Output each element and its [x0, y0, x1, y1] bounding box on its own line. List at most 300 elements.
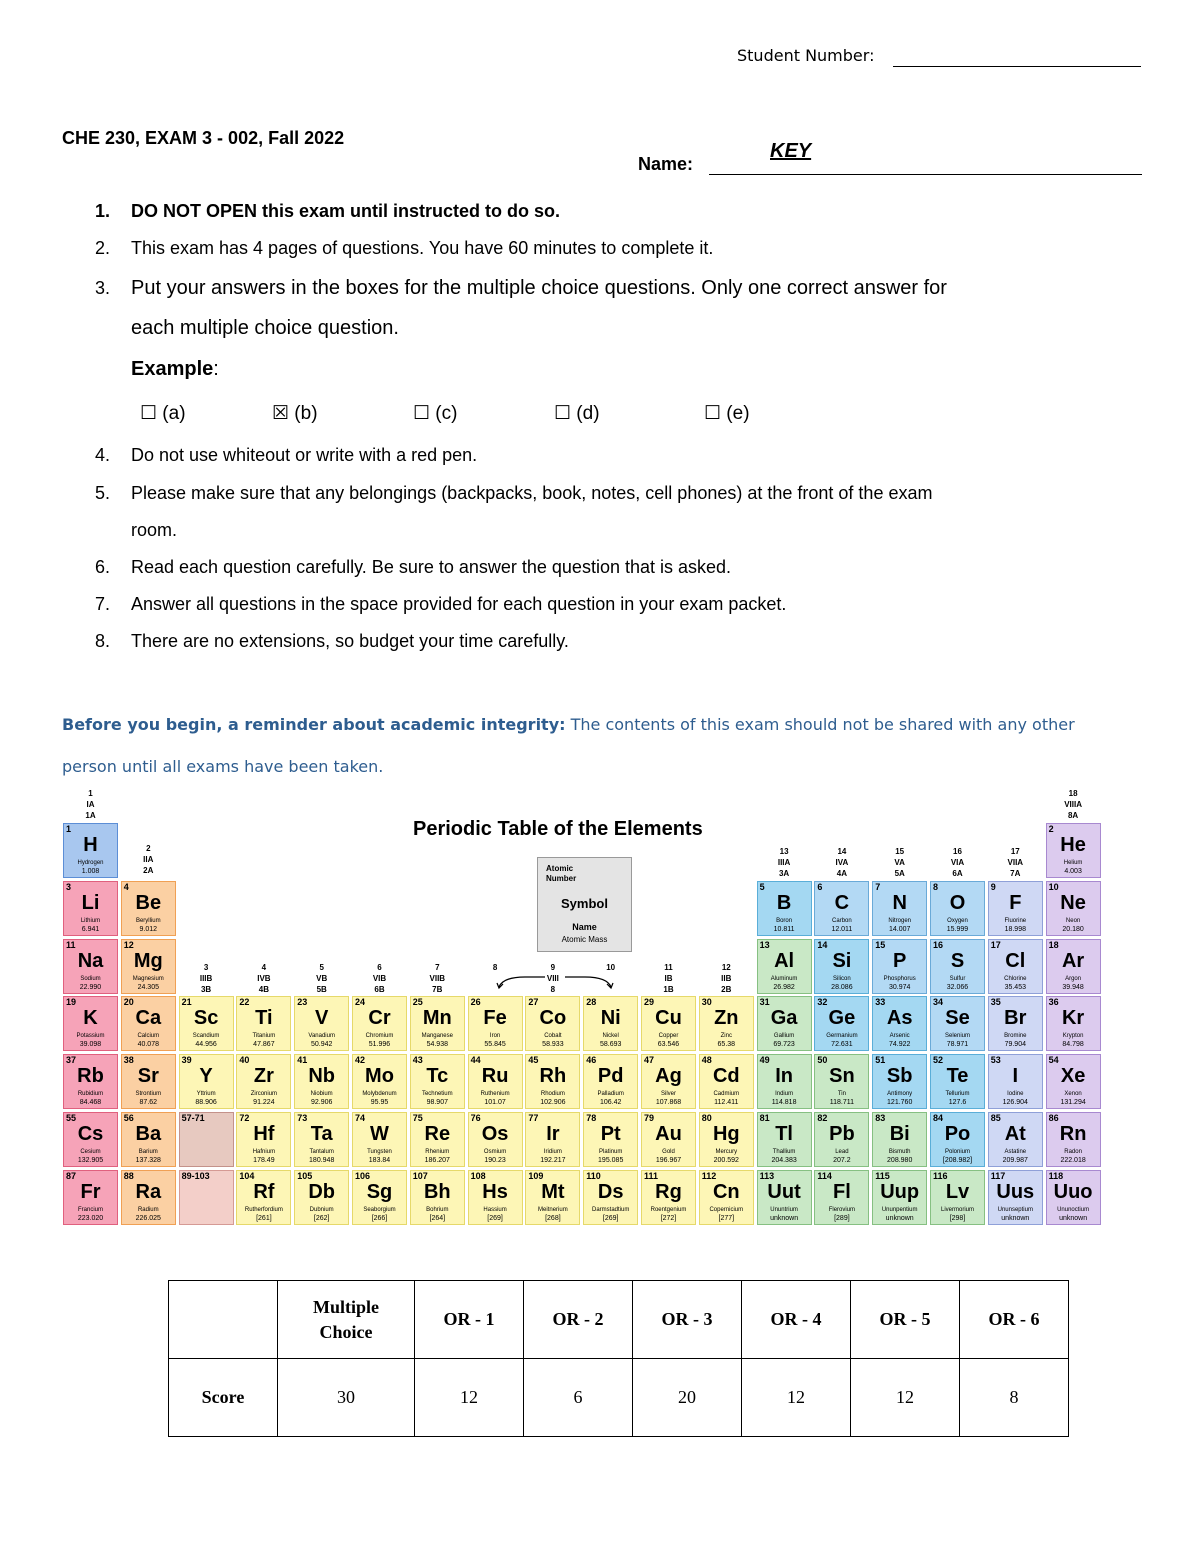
element-name: Hassium [483, 1206, 507, 1213]
element-symbol: Cd [712, 1065, 740, 1088]
element-symbol: Hg [712, 1123, 740, 1145]
group-label-line: 6B [374, 985, 385, 994]
element-mass: 92.906 [310, 1099, 333, 1107]
element-number: 48 [701, 1055, 712, 1066]
element-symbol: H [83, 834, 98, 856]
element-k [63, 996, 118, 1051]
element-number: 32 [817, 997, 828, 1008]
element-name: Yttrium [196, 1091, 216, 1098]
element-mass: 74.922 [888, 1041, 911, 1049]
element-zr [236, 1054, 291, 1109]
element-number: 1 [66, 824, 72, 834]
group-label-line: 12 [721, 963, 731, 972]
score-header-cell: OR - 2 [524, 1281, 633, 1359]
element-mass: 84.798 [1062, 1041, 1084, 1049]
element-name: Hydrogen [77, 860, 104, 866]
element-number: 51 [875, 1055, 886, 1066]
element-mass: 131.294 [1060, 1099, 1086, 1107]
element-symbol: Sn [829, 1065, 855, 1088]
element-mass: [298] [949, 1214, 966, 1222]
element-number: 37 [66, 1055, 77, 1066]
element-symbol: P [893, 949, 907, 972]
element-mass: 44.956 [195, 1041, 217, 1049]
element-symbol: Uus [996, 1180, 1035, 1203]
legend-mass: Atomic Mass [561, 935, 608, 944]
element-number: 25 [412, 997, 423, 1008]
element-number: 75 [412, 1113, 423, 1123]
element-ds [583, 1170, 638, 1225]
element-name: Flerovium [828, 1206, 856, 1213]
element-symbol: Be [135, 891, 162, 914]
element-number: 73 [297, 1113, 308, 1123]
instruction-text-continued: room. [131, 520, 178, 540]
score-header-cell: OR - 5 [851, 1281, 960, 1359]
element-number: 76 [470, 1113, 481, 1123]
element-sg [352, 1170, 407, 1225]
element-symbol: Al [774, 949, 795, 972]
element-mass: 222.018 [1060, 1157, 1086, 1164]
element-name: Meitnerium [538, 1206, 568, 1213]
group-label-line: 6 [377, 963, 382, 972]
element-mass: 208.980 [887, 1157, 913, 1164]
example-choice-b[interactable]: ☒ (b) [272, 403, 318, 424]
element-symbol: Fl [833, 1180, 851, 1203]
element-number: 28 [586, 997, 597, 1008]
element-mass: 4.003 [1064, 868, 1082, 875]
element-number: 47 [644, 1055, 655, 1066]
example-colon: : [213, 358, 219, 380]
element-br [988, 996, 1043, 1051]
element-mass: unknown [1059, 1214, 1088, 1222]
element-number: 42 [355, 1055, 366, 1066]
element-mass: 112.411 [714, 1099, 739, 1107]
instruction-number: 1. [95, 201, 111, 221]
element-number: 105 [297, 1170, 313, 1181]
element-mass: 78.971 [946, 1041, 969, 1049]
element-name: Dubnium [309, 1206, 334, 1213]
element-name: Cobalt [544, 1033, 562, 1040]
element-number: 83 [875, 1113, 886, 1123]
group-label-14 [814, 846, 869, 879]
element-mass: 106.42 [599, 1099, 622, 1107]
element-symbol: Ta [310, 1123, 333, 1145]
element-number: 87 [66, 1170, 77, 1181]
element-mass: [262] [313, 1214, 330, 1222]
element-h [63, 823, 118, 878]
element-number: 11 [66, 939, 76, 950]
element-symbol: Po [944, 1123, 971, 1145]
element-symbol: Rb [77, 1065, 104, 1088]
element-name: Cesium [80, 1149, 101, 1155]
element-number: 36 [1048, 997, 1059, 1008]
example-choice-e[interactable]: ☐ (e) [704, 403, 750, 424]
periodic-table [63, 785, 1108, 1230]
element-symbol: Xe [1060, 1065, 1086, 1088]
element-name: Calcium [137, 1033, 160, 1040]
group-label-1 [63, 788, 118, 821]
periodic-table-legend [537, 857, 632, 952]
element-mass: 30.974 [888, 983, 911, 991]
group-label-7 [410, 962, 465, 995]
element-mass: 195.085 [598, 1157, 624, 1164]
element-mass: 102.906 [540, 1099, 566, 1107]
element-name: Oxygen [947, 917, 968, 924]
group-label-11 [641, 962, 696, 995]
group-label-line: VB [316, 974, 328, 983]
group-label-line: 4 [261, 963, 267, 972]
element-mass: 10.811 [773, 925, 795, 933]
element-fe [468, 996, 523, 1051]
element-name: Cadmium [713, 1091, 740, 1098]
group-label-13 [757, 846, 812, 879]
element-symbol: Fe [483, 1007, 507, 1030]
element-name: Ununseptium [997, 1206, 1033, 1213]
element-number: 114 [817, 1170, 832, 1181]
element-name: Astatine [1004, 1149, 1027, 1155]
element-db [294, 1170, 349, 1225]
group-label-10 [583, 962, 638, 995]
element-mass: 28.086 [831, 983, 853, 991]
element-symbol: At [1004, 1123, 1026, 1145]
group-label-line: 1 [88, 789, 93, 798]
group-label-3 [179, 962, 234, 995]
element-number: 81 [759, 1113, 770, 1123]
element-mass: 84.468 [79, 1099, 102, 1107]
element-mo [352, 1054, 407, 1109]
group-label-line: 5A [894, 869, 905, 878]
element-symbol: Ds [597, 1180, 624, 1203]
element-number: 24 [355, 997, 366, 1008]
group-label-4 [236, 962, 291, 995]
element-number: 50 [817, 1055, 828, 1066]
element-c [814, 881, 869, 936]
element-number: 43 [412, 1055, 423, 1066]
element-mass: 6.941 [81, 925, 100, 933]
element-name: Barium [138, 1149, 158, 1155]
element-ir [525, 1112, 580, 1167]
element-symbol: W [370, 1123, 389, 1145]
element-mass: 88.906 [195, 1099, 217, 1107]
element-number: 23 [297, 997, 308, 1008]
element-mass: 118.711 [829, 1099, 855, 1107]
element-symbol: Ge [828, 1007, 856, 1030]
element-name: Chlorine [1004, 975, 1027, 982]
element-uup [872, 1170, 927, 1225]
element-mt [525, 1170, 580, 1225]
element-symbol: Re [424, 1123, 451, 1145]
element-symbol: Db [308, 1180, 336, 1203]
score-table [168, 1280, 1069, 1437]
element-symbol: Cs [77, 1123, 104, 1145]
group-label-line: 9 [550, 963, 556, 972]
element-mass: 132.905 [77, 1157, 104, 1164]
instruction-item [95, 238, 714, 259]
element-number: 16 [933, 939, 944, 950]
group-label-line: 8 [550, 985, 556, 994]
group-label-line: 2A [143, 866, 154, 875]
element-name: Scandium [192, 1033, 220, 1040]
element-name: Krypton [1062, 1033, 1084, 1040]
element-symbol: Mg [133, 949, 163, 972]
element-name: Germanium [826, 1033, 858, 1040]
group-label-line: 4B [258, 985, 269, 994]
element-mass: 127.6 [948, 1099, 967, 1107]
element-bi [872, 1112, 927, 1167]
element-symbol: Rn [1059, 1123, 1087, 1145]
element-o [930, 881, 985, 936]
element-mass: 87.62 [139, 1099, 158, 1107]
element-tc [410, 1054, 465, 1109]
element-symbol: Rg [655, 1180, 682, 1203]
element-symbol: V [315, 1007, 329, 1030]
element-symbol: I [1012, 1065, 1019, 1088]
group-label-8 [468, 962, 523, 995]
element-number: 107 [412, 1170, 428, 1181]
element-symbol: Sb [886, 1065, 913, 1088]
element-symbol: Ag [655, 1065, 682, 1088]
element-si [814, 939, 869, 994]
element-mass: 1.008 [81, 868, 100, 875]
element-symbol: Ni [600, 1007, 621, 1030]
element-number: 27 [528, 997, 539, 1008]
element-name: Argon [1065, 975, 1082, 982]
element-name: Radium [137, 1206, 159, 1213]
element-li [63, 881, 118, 936]
element-mass: 39.098 [79, 1041, 102, 1049]
element-number: 6 [817, 881, 823, 892]
element-symbol: Ar [1061, 949, 1085, 972]
element-name: Silver [660, 1091, 676, 1098]
element-mass: [268] [545, 1214, 561, 1222]
element-number: 29 [644, 997, 655, 1008]
element-name: Ununpentium [881, 1206, 918, 1213]
element-number: 84 [933, 1113, 944, 1123]
element-rb [63, 1054, 118, 1109]
element-at [988, 1112, 1043, 1167]
group-label-line: 3B [200, 985, 212, 994]
element-number: 2 [1048, 824, 1054, 834]
group-label-line: VIIB [429, 974, 446, 983]
element-name: Hafnium [252, 1149, 276, 1155]
element-symbol: Mo [365, 1065, 394, 1088]
group-label-line: 3 [203, 963, 209, 972]
instruction-number: 3. [95, 278, 111, 298]
instruction-number: 2. [95, 238, 111, 258]
element-name: Arsenic [889, 1033, 910, 1040]
element-mass: 65.38 [717, 1041, 736, 1049]
element-symbol: Sr [137, 1065, 159, 1088]
element-b [757, 881, 812, 936]
score-cell: 6 [524, 1359, 633, 1437]
group-label-line: 8A [1067, 811, 1079, 820]
element-mass: 9.012 [139, 925, 158, 933]
element-number: 18 [1048, 939, 1059, 950]
element-number: 38 [123, 1055, 134, 1066]
element-po [930, 1112, 985, 1167]
element-mass: 95.95 [370, 1099, 389, 1107]
element-ni [583, 996, 638, 1051]
element-number: 26 [470, 997, 481, 1008]
element-symbol: Pd [597, 1065, 624, 1088]
element-symbol: Na [77, 949, 104, 972]
element-name: Rutherfordium [244, 1206, 283, 1213]
score-cell: 8 [960, 1359, 1069, 1437]
element-fl [814, 1170, 869, 1225]
element-name: Seaborgium [363, 1206, 396, 1213]
element-p [872, 939, 927, 994]
group-label-17 [988, 846, 1043, 879]
element-symbol: Fr [80, 1180, 101, 1203]
element-number: 22 [239, 997, 250, 1008]
element-symbol: Cn [712, 1180, 740, 1203]
element-symbol: Hs [482, 1180, 508, 1203]
element-name: Gallium [773, 1033, 795, 1040]
element-s [930, 939, 985, 994]
element-mass: [289] [834, 1214, 850, 1222]
element-mass: 26.982 [773, 983, 795, 991]
element-number: 5 [759, 881, 765, 892]
element-number: 56 [123, 1113, 134, 1123]
element-symbol: Ba [135, 1123, 162, 1145]
element-name: Rhenium [425, 1149, 450, 1155]
instruction-item [95, 557, 732, 578]
element-mass: 54.938 [426, 1041, 448, 1049]
element-sc [179, 996, 234, 1051]
element-pd [583, 1054, 638, 1109]
element-mass: 58.933 [542, 1041, 564, 1049]
element-tl [757, 1112, 812, 1167]
element-symbol: B [776, 891, 792, 914]
element-number: 88 [123, 1170, 134, 1181]
element-number: 74 [355, 1113, 366, 1123]
element-name: Manganese [421, 1033, 453, 1040]
element-uus [988, 1170, 1043, 1225]
element-name: Palladium [597, 1091, 624, 1098]
element-number: 21 [181, 997, 192, 1008]
element-name: Lithium [80, 917, 101, 924]
name-label: Name: [638, 154, 694, 174]
example-choice-a[interactable]: ☐ (a) [140, 403, 186, 424]
instruction-text: Please make sure that any belongings (backpacks, book, notes, cell phones) at the front of the exam [131, 483, 933, 503]
element-cr [352, 996, 407, 1051]
element-number: 113 [759, 1170, 775, 1181]
element-symbol: Uup [880, 1180, 920, 1203]
group-label-line: 2B [721, 985, 732, 994]
element-name: Chromium [365, 1033, 394, 1040]
element-cd [699, 1054, 754, 1109]
element-symbol: O [949, 891, 966, 914]
element-name: Xenon [1064, 1091, 1082, 1098]
legend-name: Name [572, 922, 597, 932]
element-number: 77 [528, 1113, 539, 1123]
element-mass: unknown [1001, 1214, 1030, 1222]
group-label-line: 8 [492, 963, 498, 972]
group-label-line: VA [894, 858, 905, 867]
element-sb [872, 1054, 927, 1109]
element-name: Nitrogen [888, 917, 912, 924]
element-mass: 15.999 [946, 925, 969, 933]
element-symbol: Kr [1061, 1007, 1085, 1030]
element-number: 9 [990, 881, 996, 892]
element-symbol: Ra [135, 1180, 162, 1203]
periodic-table-title: Periodic Table of the Elements [413, 818, 703, 840]
group-label-9 [525, 962, 580, 995]
element-mass: 69.723 [773, 1041, 795, 1049]
score-row-label: Score [169, 1359, 278, 1437]
element-number: 41 [297, 1055, 308, 1066]
element-number: 80 [701, 1113, 712, 1123]
instruction-item [95, 445, 478, 466]
element-name: Tellurium [945, 1091, 970, 1098]
student-number-label: Student Number: [737, 46, 875, 65]
element-i [988, 1054, 1043, 1109]
group-label-line: IIIA [777, 858, 791, 867]
element-mass: [261] [256, 1214, 272, 1222]
name-field[interactable] [709, 174, 1142, 175]
group-label-line: 17 [1010, 847, 1020, 856]
group-label-line: VIIIA [1064, 800, 1082, 809]
element-al [757, 939, 812, 994]
element-ta [294, 1112, 349, 1167]
element-ti [236, 996, 291, 1051]
element-w [352, 1112, 407, 1167]
element-name: Sulfur [949, 975, 966, 982]
score-header-cell: OR - 1 [415, 1281, 524, 1359]
element-name: Platinum [599, 1149, 623, 1155]
element-number: 106 [355, 1170, 371, 1181]
element-mass: 101.07 [484, 1099, 506, 1107]
legend-atomic-number: Atomic Number [546, 864, 577, 883]
example-choice-c[interactable]: ☐ (c) [413, 403, 458, 424]
score-header-cell: OR - 3 [633, 1281, 742, 1359]
element-symbol: Tc [426, 1065, 449, 1088]
element-name: Polonium [944, 1149, 970, 1155]
score-header-cell: Multiple Choice [278, 1281, 415, 1359]
element-in [757, 1054, 812, 1109]
element-mass: [266] [371, 1214, 388, 1222]
element-name: Ruthenium [480, 1091, 510, 1098]
element-ba [121, 1112, 176, 1167]
element-mass: 12.011 [831, 925, 853, 933]
element-number: 31 [759, 997, 770, 1008]
element-number: 89-103 [181, 1170, 210, 1181]
group-label-line: 6A [952, 869, 963, 878]
example-choice-d[interactable]: ☐ (d) [554, 403, 600, 424]
element-symbol: F [1009, 891, 1022, 914]
group-label-line: VIB [372, 974, 387, 983]
element-mass: 183.84 [368, 1157, 391, 1164]
element-mn [410, 996, 465, 1051]
integrity-text: The contents of this exam should not be shared with any other person until all exams have been taken. [62, 715, 1075, 776]
element-symbol: As [886, 1007, 913, 1030]
exam-title: CHE 230, EXAM 3 - 002, Fall 2022 [62, 128, 345, 148]
integrity-heading: Before you begin, a reminder about academic integrity: [62, 715, 566, 734]
element-number: 8 [933, 881, 939, 892]
score-table-header-row [169, 1281, 1069, 1359]
element-number: 3 [66, 881, 72, 892]
student-number-field[interactable] [893, 66, 1141, 67]
element-mass: 18.998 [1004, 925, 1026, 933]
element-number: 118 [1048, 1170, 1064, 1181]
element-pt [583, 1112, 638, 1167]
element-mass: unknown [885, 1214, 914, 1222]
group-label-line: 5 [319, 963, 324, 972]
element-rn [1046, 1112, 1101, 1167]
group-label-18 [1046, 788, 1101, 821]
element-symbol: Ca [135, 1007, 162, 1030]
group-label-line [468, 984, 523, 995]
element-name: Gold [662, 1149, 675, 1155]
